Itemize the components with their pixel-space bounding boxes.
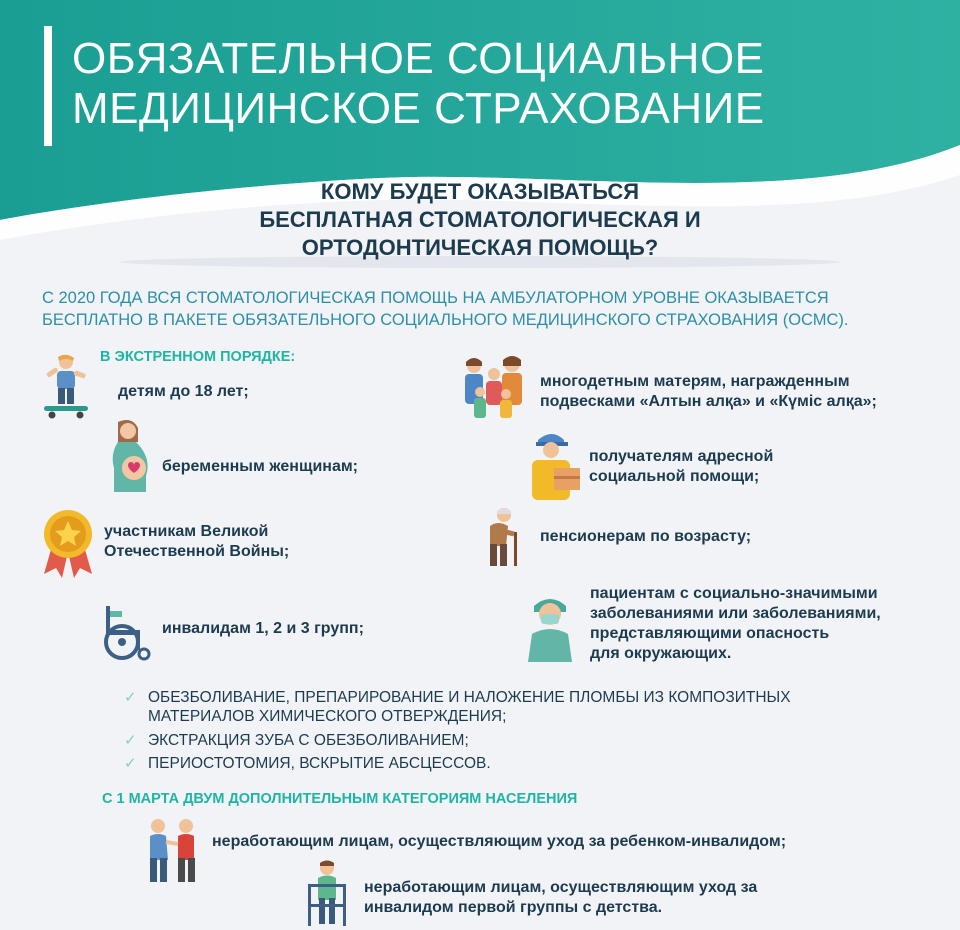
question-line-3: ОРТОДОНТИЧЕСКАЯ ПОМОЩЬ? — [301, 235, 659, 260]
service-fillings-line-1: ОБЕЗБОЛИВАНИЕ, ПРЕПАРИРОВАНИЕ И НАЛОЖЕНИЕ ПЛОМБЫ ИЗ КОМПОЗИТНЫХ — [148, 689, 791, 706]
group-pregnant: беременным женщинам; — [162, 458, 359, 475]
title-accent-bar — [44, 26, 52, 146]
skateboard-child-icon — [40, 352, 92, 420]
service-item-fillings — [124, 688, 791, 726]
intro-line-1: С 2020 ГОДА ВСЯ СТОМАТОЛОГИЧЕСКАЯ ПОМОЩЬ НА АМБУЛАТОРНОМ УРОВНЕ ОКАЗЫВАЕТСЯ — [42, 289, 829, 307]
check-icon: ✓ — [124, 755, 137, 772]
group-aid — [589, 447, 773, 487]
title-line-2: МЕДИЦИНСКОЕ СТРАХОВАНИЕ — [72, 84, 765, 133]
group-patients-line-2: заболеваниями или заболеваниями, — [590, 605, 881, 622]
emergency-label: В ЭКСТРЕННОМ ПОРЯДКЕ: — [100, 349, 296, 365]
group-patients-line-4: для окружающих. — [590, 645, 732, 662]
service-periostotomy-text: ПЕРИОСТОТОМИЯ, ВСКРЫТИЕ АБСЦЕССОВ. — [148, 755, 491, 772]
intro-line-2: БЕСПЛАТНО В ПАКЕТЕ ОБЯЗАТЕЛЬНОГО СОЦИАЛЬНОГО МЕДИЦИНСКОГО СТРАХОВАНИЯ (ОСМС). — [42, 311, 849, 329]
service-item-extraction — [124, 731, 469, 750]
group-caregiver-adult — [364, 878, 757, 918]
group-aid-line-1: получателям адресной — [589, 448, 774, 465]
medal-icon — [38, 506, 98, 578]
group-patients — [590, 584, 881, 664]
group-veterans-line-1: участникам Великой — [104, 523, 269, 540]
group-pensioners: пенсионерам по возрасту; — [540, 528, 752, 545]
group-mothers — [540, 372, 877, 412]
group-mothers-line-1: многодетным матерям, награжденным — [540, 373, 850, 390]
group-mothers-line-2: подвесками «Алтын алқа» и «Күміс алқа»; — [540, 393, 877, 410]
group-aid-line-2: социальной помощи; — [589, 468, 760, 485]
group-veterans — [104, 522, 289, 562]
service-item-periostotomy — [124, 754, 491, 773]
large-family-icon — [460, 352, 528, 420]
intro-text — [42, 287, 932, 331]
group-children: детям до 18 лет; — [118, 383, 249, 400]
group-patients-line-3: представляющими опасность — [590, 625, 830, 642]
elderly-person-icon — [476, 506, 526, 568]
check-icon: ✓ — [124, 732, 137, 749]
wheelchair-icon — [96, 604, 156, 662]
group-caregiver-child: неработающим лицам, осуществляющим уход за ребенком-инвалидом; — [212, 833, 787, 850]
courier-with-box-icon — [524, 428, 586, 500]
group-caregiver-adult-line-1: неработающим лицам, осуществляющим уход за — [364, 879, 758, 896]
march-label: С 1 МАРТА ДВУМ ДОПОЛНИТЕЛЬНЫМ КАТЕГОРИЯМ НАСЕЛЕНИЯ — [102, 791, 578, 807]
question-line-1: КОМУ БУДЕТ ОКАЗЫВАТЬСЯ — [320, 179, 640, 204]
walker-person-icon — [304, 858, 350, 928]
title-line-1: ОБЯЗАТЕЛЬНОЕ СОЦИАЛЬНОЕ — [72, 34, 765, 83]
service-extraction-text: ЭКСТРАКЦИЯ ЗУБА С ОБЕЗБОЛИВАНИЕМ; — [148, 732, 469, 749]
group-patients-line-1: пациентам с социально-значимыми — [590, 585, 878, 602]
question-heading — [200, 178, 760, 262]
group-caregiver-adult-line-2: инвалидом первой группы с детства. — [364, 899, 663, 916]
question-line-2: БЕСПЛАТНАЯ СТОМАТОЛОГИЧЕСКАЯ И — [259, 207, 701, 232]
service-fillings-line-2: МАТЕРИАЛОВ ХИМИЧЕСКОГО ОТВЕРЖДЕНИЯ; — [148, 708, 507, 725]
masked-patient-icon — [524, 594, 576, 662]
group-disabled: инвалидам 1, 2 и 3 групп; — [162, 620, 364, 637]
pregnant-woman-icon — [104, 418, 154, 492]
caregiver-icon — [140, 816, 206, 884]
check-icon: ✓ — [124, 689, 137, 706]
group-veterans-line-2: Отечественной Войны; — [104, 543, 290, 560]
page-title — [72, 34, 765, 134]
